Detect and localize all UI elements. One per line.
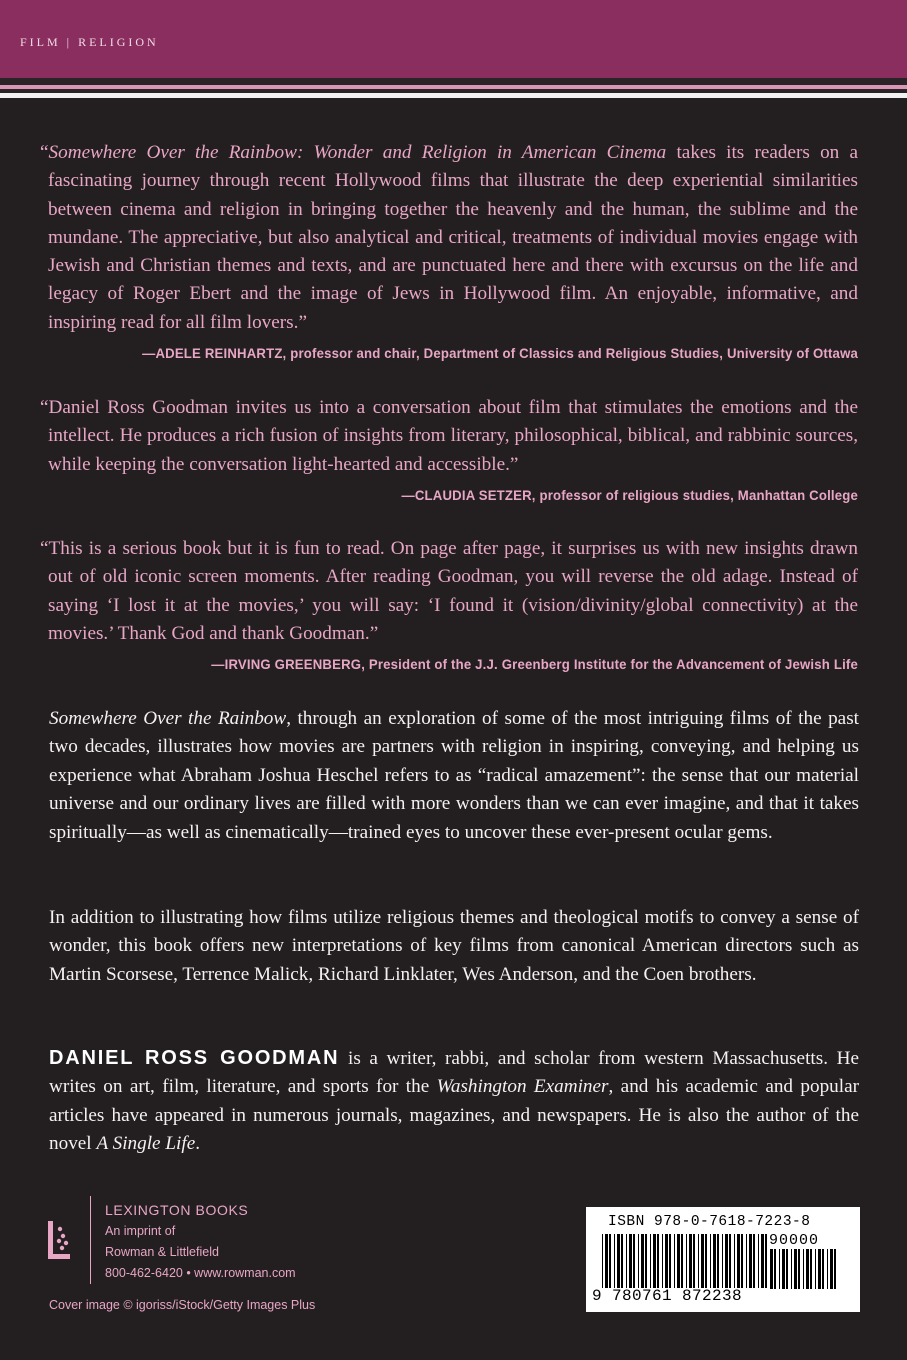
isbn-barcode <box>586 1207 860 1312</box>
isbn-label: ISBN 978-0-7618-7223-8 <box>608 1214 811 1230</box>
author-name: DANIEL ROSS GOODMAN <box>49 1047 340 1069</box>
blurb-text: “Daniel Ross Goodman invites us into a conversation about film that stimulates the emotions and the intellect. He produces a rich fusion of insights from literary, philosophical, biblical, and rabbinic sources, while keeping the conversation light-hearted and accessible.” <box>40 397 858 475</box>
blurb-text: “Somewhere Over the Rainbow: Wonder and Religion in American Cinema takes its readers on a fascinating journey through recent Hollywood films that illustrate the deep experiential similarities between cinema and religion in bringing together the heavenly and the human, the sublime and the mundane. The appreciative, but also analytical and critical, treatments of individual movies engage with Jewish and Christian themes and texts, and are punctuated here and there with excursus on the life and legacy of Roger Ebert and the image of Jews in Hollywood film. An enjoyable, informative, and inspiring read for all film lovers.” <box>40 142 858 333</box>
book-title-italic: Somewhere Over the Rainbow: Wonder and Religion in American Cinema <box>48 142 667 163</box>
blurb-attribution: —IRVING GREENBERG, President of the J.J. Greenberg Institute for the Advancement of Jewish Life <box>211 656 858 673</box>
blurb-attribution: —CLAUDIA SETZER, professor of religious studies, Manhattan College <box>401 486 858 503</box>
divider-stripe <box>0 98 907 102</box>
publisher-divider <box>90 1196 91 1284</box>
description-paragraph-1: Somewhere Over the Rainbow, through an exploration of some of the most intriguing films of the past two decades, illustrates how movies are partners with religion in inspiring, conveying, and helping us experience what Abraham Joshua Heschel refers to as “radical amazement”: the sense that our material universe and our ordinary lives are filled with more wonders than we can ever imagine, and that it takes spiritually—as well as cinematically—trained eyes to uncover these ever-present ocular gems. <box>49 708 859 843</box>
blurb-greenberg <box>40 535 858 678</box>
blurb-text: “This is a serious book but it is fun to read. On page after page, it surprises us with new insights drawn out of old iconic screen moments. After reading Goodman, you will reverse the old adage. Instead of saying ‘I lost it at the movies,’ you will say: ‘I found it (vision/divinity/global connectivity) at the movies.’ Thank God and thank Goodman.” <box>40 538 858 644</box>
publisher-contact: 800-462-6420 • www.rowman.com <box>105 1266 296 1280</box>
description-paragraph-2: In addition to illustrating how films utilize religious themes and theological motifs to convey a sense of wonder, this book offers new interpretations of key films from canonical American directors such as Martin Scorsese, Terrence Malick, Richard Linklater, Wes Anderson, and the Coen brothers. <box>49 907 859 985</box>
publisher-block <box>48 1196 368 1286</box>
category-label: FILM | RELIGION <box>20 35 159 49</box>
price-code: 90000 <box>769 1232 820 1249</box>
cover-credit: Cover image © igoriss/iStock/Getty Images Plus <box>49 1298 316 1312</box>
publisher-name: LEXINGTON BOOKS <box>105 1202 249 1218</box>
barcode-addon-bars <box>770 1249 840 1289</box>
divider-stripe <box>0 78 907 85</box>
author-bio: DANIEL ROSS GOODMAN is a writer, rabbi, and scholar from western Massachusetts. He writes on art, film, literature, and sports for the Washington Examiner, and his academic and popular articles have appeared in numerous journals, magazines, and newspapers. He is also the author of the novel A Single Life. <box>49 1047 860 1155</box>
blurb-setzer <box>40 394 858 509</box>
ean-digits: 9 780761 872238 <box>592 1287 743 1305</box>
publisher-text: LEXINGTON BOOKS An imprint of Rowman & Littlefield 800-462-6420 • www.rowman.com <box>105 1200 296 1284</box>
blurb-reinhartz <box>40 139 858 367</box>
lexington-logo-icon <box>48 1221 74 1261</box>
blurb-attribution: —ADELE REINHARTZ, professor and chair, Department of Classics and Religious Studies, University of Ottawa <box>142 345 858 362</box>
barcode-bars <box>602 1234 770 1288</box>
